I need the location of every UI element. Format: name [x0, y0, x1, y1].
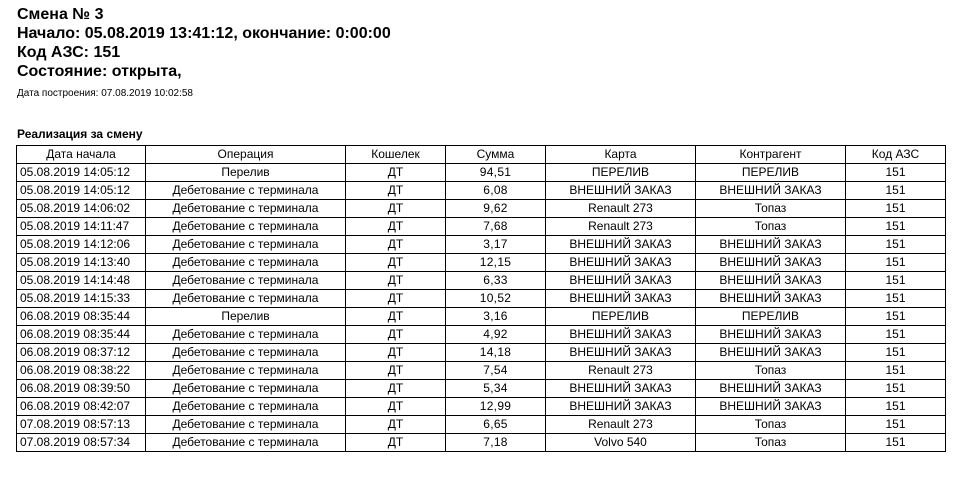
card-cell: Renault 273: [546, 362, 696, 380]
counterparty-cell: ПЕРЕЛИВ: [696, 308, 846, 326]
wallet-cell: ДТ: [346, 380, 446, 398]
counterparty-cell: ВНЕШНИЙ ЗАКАЗ: [696, 236, 846, 254]
wallet-cell: ДТ: [346, 164, 446, 182]
amount-cell: 7,68: [446, 218, 546, 236]
table-row: [17, 398, 946, 416]
column-header-operation: Операция: [146, 146, 346, 164]
column-header-station-code: Код АЗС: [846, 146, 946, 164]
start-date-cell: 05.08.2019 14:05:12: [17, 164, 146, 182]
card-cell: ВНЕШНИЙ ЗАКАЗ: [546, 398, 696, 416]
start-date-cell: 06.08.2019 08:42:07: [17, 398, 146, 416]
table-row: [17, 272, 946, 290]
start-date-cell: 06.08.2019 08:35:44: [17, 308, 146, 326]
start-date-cell: 06.08.2019 08:35:44: [17, 326, 146, 344]
operation-cell: Дебетование с терминала: [146, 236, 346, 254]
table-row: [17, 182, 946, 200]
amount-cell: 10,52: [446, 290, 546, 308]
table-row: [17, 236, 946, 254]
counterparty-cell: ВНЕШНИЙ ЗАКАЗ: [696, 272, 846, 290]
card-cell: ВНЕШНИЙ ЗАКАЗ: [546, 326, 696, 344]
amount-cell: 5,34: [446, 380, 546, 398]
operation-cell: Дебетование с терминала: [146, 254, 346, 272]
counterparty-cell: ПЕРЕЛИВ: [696, 164, 846, 182]
table-row: [17, 416, 946, 434]
start-date-cell: 05.08.2019 14:15:33: [17, 290, 146, 308]
card-cell: ПЕРЕЛИВ: [546, 308, 696, 326]
station-code-cell: 151: [846, 326, 946, 344]
card-cell: Renault 273: [546, 218, 696, 236]
sales-table: [16, 145, 946, 452]
station-code-cell: 151: [846, 290, 946, 308]
wallet-cell: ДТ: [346, 416, 446, 434]
card-cell: ВНЕШНИЙ ЗАКАЗ: [546, 254, 696, 272]
card-cell: ВНЕШНИЙ ЗАКАЗ: [546, 344, 696, 362]
amount-cell: 3,17: [446, 236, 546, 254]
amount-cell: 7,54: [446, 362, 546, 380]
table-body: [17, 164, 946, 452]
wallet-cell: ДТ: [346, 308, 446, 326]
amount-cell: 6,65: [446, 416, 546, 434]
amount-cell: 14,18: [446, 344, 546, 362]
station-code-cell: 151: [846, 344, 946, 362]
station-code-cell: 151: [846, 308, 946, 326]
counterparty-cell: ВНЕШНИЙ ЗАКАЗ: [696, 254, 846, 272]
column-header-counterparty: Контрагент: [696, 146, 846, 164]
table-row: [17, 434, 946, 452]
table-row: [17, 380, 946, 398]
wallet-cell: ДТ: [346, 236, 446, 254]
amount-cell: 9,62: [446, 200, 546, 218]
build-date: Дата построения: 07.08.2019 10:02:58: [17, 88, 193, 99]
operation-cell: Дебетование с терминала: [146, 200, 346, 218]
column-header-wallet: Кошелек: [346, 146, 446, 164]
start-date-cell: 05.08.2019 14:11:47: [17, 218, 146, 236]
counterparty-cell: Топаз: [696, 218, 846, 236]
amount-cell: 6,08: [446, 182, 546, 200]
start-date-cell: 05.08.2019 14:14:48: [17, 272, 146, 290]
table-row: [17, 326, 946, 344]
amount-cell: 6,33: [446, 272, 546, 290]
operation-cell: Дебетование с терминала: [146, 398, 346, 416]
operation-cell: Дебетование с терминала: [146, 434, 346, 452]
counterparty-cell: ВНЕШНИЙ ЗАКАЗ: [696, 290, 846, 308]
column-header-card: Карта: [546, 146, 696, 164]
station-code: Код АЗС: 151: [17, 44, 121, 61]
station-code-cell: 151: [846, 254, 946, 272]
operation-cell: Дебетование с терминала: [146, 182, 346, 200]
station-code-cell: 151: [846, 398, 946, 416]
amount-cell: 12,15: [446, 254, 546, 272]
operation-cell: Дебетование с терминала: [146, 344, 346, 362]
start-date-cell: 05.08.2019 14:05:12: [17, 182, 146, 200]
card-cell: Renault 273: [546, 200, 696, 218]
card-cell: ВНЕШНИЙ ЗАКАЗ: [546, 290, 696, 308]
wallet-cell: ДТ: [346, 200, 446, 218]
shift-state: Состояние: открыта,: [17, 63, 182, 80]
station-code-cell: 151: [846, 416, 946, 434]
station-code-cell: 151: [846, 272, 946, 290]
wallet-cell: ДТ: [346, 254, 446, 272]
counterparty-cell: ВНЕШНИЙ ЗАКАЗ: [696, 344, 846, 362]
report-header: [17, 5, 391, 100]
wallet-cell: ДТ: [346, 326, 446, 344]
card-cell: ВНЕШНИЙ ЗАКАЗ: [546, 182, 696, 200]
table-row: [17, 290, 946, 308]
counterparty-cell: ВНЕШНИЙ ЗАКАЗ: [696, 326, 846, 344]
wallet-cell: ДТ: [346, 182, 446, 200]
counterparty-cell: Топаз: [696, 416, 846, 434]
card-cell: ВНЕШНИЙ ЗАКАЗ: [546, 380, 696, 398]
station-code-cell: 151: [846, 362, 946, 380]
station-code-cell: 151: [846, 218, 946, 236]
amount-cell: 7,18: [446, 434, 546, 452]
column-header-amount: Сумма: [446, 146, 546, 164]
station-code-cell: 151: [846, 164, 946, 182]
operation-cell: Дебетование с терминала: [146, 380, 346, 398]
card-cell: ПЕРЕЛИВ: [546, 164, 696, 182]
card-cell: ВНЕШНИЙ ЗАКАЗ: [546, 272, 696, 290]
wallet-cell: ДТ: [346, 290, 446, 308]
counterparty-cell: ВНЕШНИЙ ЗАКАЗ: [696, 398, 846, 416]
shift-number: Смена № 3: [17, 6, 104, 23]
card-cell: ВНЕШНИЙ ЗАКАЗ: [546, 236, 696, 254]
card-cell: Volvo 540: [546, 434, 696, 452]
amount-cell: 4,92: [446, 326, 546, 344]
amount-cell: 3,16: [446, 308, 546, 326]
table-row: [17, 254, 946, 272]
table-row: [17, 308, 946, 326]
operation-cell: Дебетование с терминала: [146, 218, 346, 236]
station-code-cell: 151: [846, 236, 946, 254]
table-row: [17, 164, 946, 182]
start-date-cell: 07.08.2019 08:57:34: [17, 434, 146, 452]
table-row: [17, 200, 946, 218]
start-date-cell: 05.08.2019 14:06:02: [17, 200, 146, 218]
start-date-cell: 05.08.2019 14:13:40: [17, 254, 146, 272]
station-code-cell: 151: [846, 200, 946, 218]
operation-cell: Дебетование с терминала: [146, 290, 346, 308]
wallet-cell: ДТ: [346, 362, 446, 380]
wallet-cell: ДТ: [346, 218, 446, 236]
table-row: [17, 344, 946, 362]
operation-cell: Перелив: [146, 164, 346, 182]
wallet-cell: ДТ: [346, 272, 446, 290]
operation-cell: Дебетование с терминала: [146, 416, 346, 434]
wallet-cell: ДТ: [346, 434, 446, 452]
amount-cell: 94,51: [446, 164, 546, 182]
card-cell: Renault 273: [546, 416, 696, 434]
counterparty-cell: Топаз: [696, 362, 846, 380]
station-code-cell: 151: [846, 434, 946, 452]
operation-cell: Дебетование с терминала: [146, 326, 346, 344]
table-row: [17, 362, 946, 380]
counterparty-cell: ВНЕШНИЙ ЗАКАЗ: [696, 182, 846, 200]
start-date-cell: 06.08.2019 08:38:22: [17, 362, 146, 380]
table-header-row: [17, 146, 946, 164]
column-header-start-date: Дата начала: [17, 146, 146, 164]
table-row: [17, 218, 946, 236]
operation-cell: Дебетование с терминала: [146, 272, 346, 290]
start-date-cell: 07.08.2019 08:57:13: [17, 416, 146, 434]
section-title: Реализация за смену: [17, 127, 143, 141]
counterparty-cell: ВНЕШНИЙ ЗАКАЗ: [696, 380, 846, 398]
wallet-cell: ДТ: [346, 398, 446, 416]
wallet-cell: ДТ: [346, 344, 446, 362]
counterparty-cell: Топаз: [696, 200, 846, 218]
operation-cell: Дебетование с терминала: [146, 362, 346, 380]
shift-start-end: Начало: 05.08.2019 13:41:12, окончание: 0:00:00: [17, 25, 391, 42]
counterparty-cell: Топаз: [696, 434, 846, 452]
start-date-cell: 06.08.2019 08:37:12: [17, 344, 146, 362]
operation-cell: Перелив: [146, 308, 346, 326]
station-code-cell: 151: [846, 182, 946, 200]
amount-cell: 12,99: [446, 398, 546, 416]
station-code-cell: 151: [846, 380, 946, 398]
start-date-cell: 06.08.2019 08:39:50: [17, 380, 146, 398]
start-date-cell: 05.08.2019 14:12:06: [17, 236, 146, 254]
